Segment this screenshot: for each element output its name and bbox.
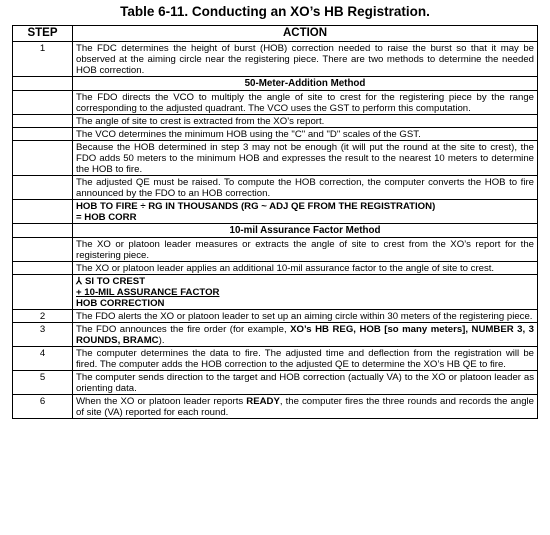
formula-line: + 10-MIL ASSURANCE FACTOR [76, 287, 220, 298]
empty-step-cell [13, 176, 73, 200]
action-text: The adjusted QE must be raised. To compute the HOB correction, the computer converts the HOB to fire announced by the FDO to an HOB correction. [73, 176, 538, 200]
empty-step-cell [13, 275, 73, 310]
table-header-row [13, 26, 538, 42]
empty-step-cell [13, 262, 73, 275]
hb-registration-table [12, 25, 538, 419]
section-row [13, 77, 538, 91]
action-text-part: ). [158, 335, 165, 346]
step-number: 6 [13, 395, 73, 419]
table-row [13, 200, 538, 224]
table-row [13, 238, 538, 262]
empty-step-cell [13, 128, 73, 141]
empty-step-cell [13, 200, 73, 224]
table-row [13, 371, 538, 395]
step-number: 1 [13, 42, 73, 77]
action-column-header: ACTION [73, 26, 538, 42]
step-number: 3 [13, 323, 73, 347]
action-text [73, 395, 538, 419]
action-text: The FDO directs the VCO to multiply the angle of site to crest for the registering piece by the range corresponding to the adjusted quadrant. The VCO uses the GST to perform this computation. [73, 91, 538, 115]
section-row [13, 224, 538, 238]
empty-step-cell [13, 141, 73, 176]
ready-keyword: READY [246, 396, 280, 407]
action-text: The XO or platoon leader applies an additional 10-mil assurance factor to the angle of site to crest. [73, 262, 538, 275]
step-number: 2 [13, 310, 73, 323]
formula-line: HOB CORRECTION [76, 298, 165, 309]
table-row [13, 176, 538, 200]
section-heading-50-meter: 50-Meter-Addition Method [73, 77, 538, 91]
hob-corr-formula [73, 200, 538, 224]
action-text-part: When the XO or platoon leader reports [76, 396, 247, 407]
table-row [13, 91, 538, 115]
step-number: 5 [13, 371, 73, 395]
angle-of-site-symbol-icon: ⅄ [76, 276, 82, 287]
empty-step-cell [13, 224, 73, 238]
formula-line: HOB TO FIRE ÷ RG IN THOUSANDS (RG ~ ADJ QE FROM THE REGISTRATION) [76, 201, 436, 212]
action-text-part: , the computer fires the three rounds and records the angle of site (VA) reported for each round. [76, 396, 534, 418]
action-text: Because the HOB determined in step 3 may not be enough (it will put the round at the site to crest), the FDO adds 50 meters to the minimum HOB and expresses the result to the nearest 10 meters to determine the HOB to fire. [73, 141, 538, 176]
table-row [13, 141, 538, 176]
formula-text: SI TO CREST [85, 276, 146, 287]
action-text [73, 323, 538, 347]
hob-correction-computation [73, 275, 538, 310]
table-row [13, 310, 538, 323]
table-row [13, 323, 538, 347]
section-heading-10-mil: 10-mil Assurance Factor Method [73, 224, 538, 238]
fire-order-example: XO’s HB REG, HOB [so many meters], NUMBER 3, 3 ROUNDS, BRAMC [76, 324, 534, 346]
table-row [13, 275, 538, 310]
action-text: The FDC determines the height of burst (HOB) correction needed to raise the burst so that it may be observed at the aiming circle near the registering piece. There are two methods to determine the needed HOB correction. [73, 42, 538, 77]
step-number: 4 [13, 347, 73, 371]
table-row [13, 395, 538, 419]
action-text: The VCO determines the minimum HOB using the "C" and "D" scales of the GST. [73, 128, 538, 141]
table-caption: Table 6-11. Conducting an XO’s HB Registration. [120, 4, 430, 19]
empty-step-cell [13, 115, 73, 128]
action-text: The computer determines the data to fire. The adjusted time and deflection from the registration will be fired. The computer adds the HOB correction to the adjusted QE to determine the XO’s HB QE to fire. [73, 347, 538, 371]
formula-line: = HOB CORR [76, 212, 137, 223]
action-text-part: The FDO announces the fire order (for example, [76, 324, 291, 335]
empty-step-cell [13, 91, 73, 115]
action-text: The XO or platoon leader measures or extracts the angle of site to crest from the XO’s report for the registering piece. [73, 238, 538, 262]
table-row [13, 262, 538, 275]
step-column-header: STEP [13, 26, 73, 42]
empty-step-cell [13, 238, 73, 262]
table-row [13, 42, 538, 77]
formula-line [76, 276, 534, 287]
action-text: The computer sends direction to the target and HOB correction (actually VA) to the XO or platoon leader as orienting data. [73, 371, 538, 395]
table-row [13, 115, 538, 128]
action-text: The FDO alerts the XO or platoon leader to set up an aiming circle within 30 meters of the registering piece. [73, 310, 538, 323]
table-row [13, 347, 538, 371]
action-text: The angle of site to crest is extracted from the XO’s report. [73, 115, 538, 128]
table-row [13, 128, 538, 141]
empty-step-cell [13, 77, 73, 91]
